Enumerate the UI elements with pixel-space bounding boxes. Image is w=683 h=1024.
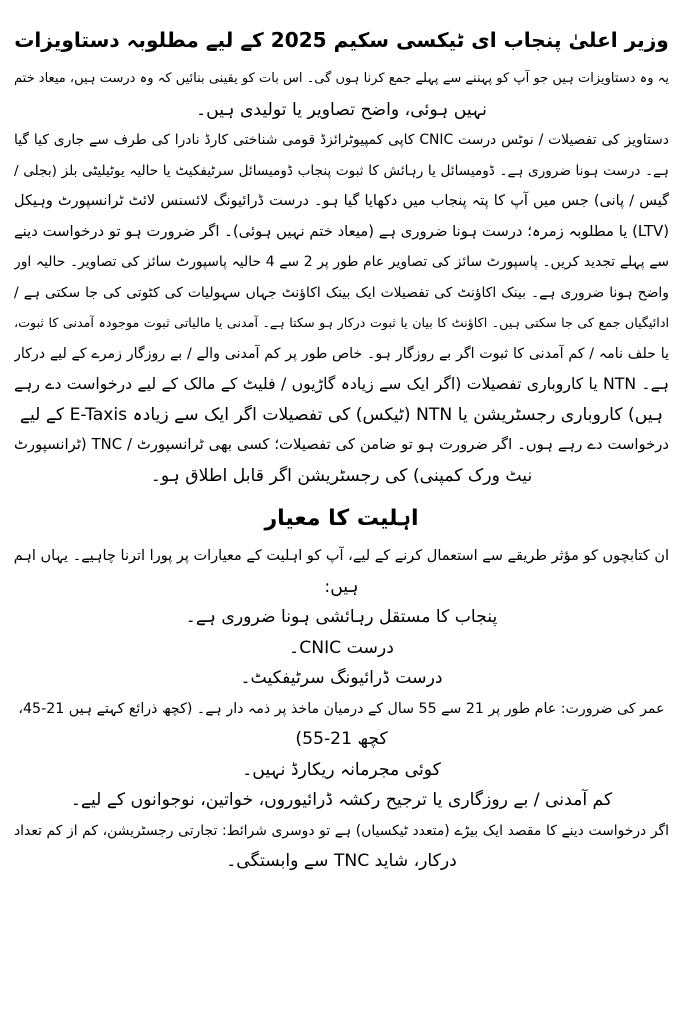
eligibility-intro-line: ہیں: [324, 576, 359, 597]
details-line: (LTV) یا مطلوبہ زمرہ؛ درست ہونا ضروری ہے (میعاد ختم نہیں ہوئی)۔ اگر ضرورت ہو تو درخواست دینے [14, 222, 669, 240]
intro-line: نہیں ہوئی، واضح تصاویر یا تولیدی ہیں۔ [196, 99, 487, 120]
details-line: دستاویز کی تفصیلات / نوٹس درست CNIC کاپی کمپیوٹرائزڈ قومی شناختی کارڈ نادرا کی طرف سے جاری کیا گیا [14, 132, 669, 148]
details-line: گیس / پانی) جس میں آپ کا پتہ پنجاب میں دکھایا گیا ہو۔ درست ڈرائیونگ لائسنس لائٹ ٹرانسپورٹ وہیکل [14, 193, 669, 209]
documents-details-paragraph [14, 125, 669, 491]
eligibility-item-priority [14, 785, 669, 816]
eligibility-list [14, 602, 669, 877]
details-line: یا حلف نامہ / کم آمدنی کا ثبوت اگر بے روزگار ہو۔ خاص طور پر کم آمدنی والے / بے روزگار زمرے کے لیے درکار [14, 345, 669, 362]
eligibility-item-cnic [14, 633, 669, 664]
details-line: سے پہلے تجدید کریں۔ پاسپورٹ سائز کی تصاویر عام طور پر 2 سے 4 حالیہ پاسپورٹ سائز کی تصاویر۔ حالیہ اور [14, 254, 669, 270]
details-line: ادائیگیاں جمع کی جا سکتی ہیں۔ اکاؤنٹ کا بیان یا ثبوت درکار ہو سکتا ہے۔ آمدنی یا مالیاتی ثبوت موجودہ آمدنی کا ثبوت، [14, 315, 669, 330]
intro-line: یہ وہ دستاویزات ہیں جو آپ کو پہننے سے پہلے جمع کرنا ہوں گی۔ اس بات کو یقینی بنائیں کہ وہ درست ہیں، میعاد ختم [14, 71, 669, 86]
eligibility-item-line: کم آمدنی / بے روزگاری یا ترجیح رکشہ ڈرائیوروں، خواتین، نوجوانوں کے لیے۔ [70, 790, 613, 810]
eligibility-item-criminal-record [14, 755, 669, 786]
eligibility-item-line: عمر کی ضرورت: عام طور پر 21 سے 55 سال کے درمیان ماخذ پر ذمہ دار ہے۔ (کچھ ذرائع کہتے ہیں 21-45، [18, 700, 665, 717]
eligibility-item-line: اگر درخواست دینے کا مقصد ایک بیڑے (متعدد ٹیکسیاں) ہے تو دوسری شرائط: تجارتی رجسٹریشن، کم از کم تعداد [14, 822, 669, 839]
details-line: نیٹ ورک کمپنی) کی رجسٹریشن اگر قابل اطلاق ہو۔ [150, 465, 533, 486]
eligibility-item-line: درکار، شاید TNC سے وابستگی۔ [226, 851, 457, 871]
eligibility-intro [14, 541, 669, 602]
details-line: درخواست دے رہے ہوں۔ اگر ضرورت ہو تو ضامن کی تفصیلات؛ کسی بھی ٹرانسپورٹ / TNC (ٹرانسپورٹ [14, 436, 669, 453]
eligibility-item-line: کوئی مجرمانہ ریکارڈ نہیں۔ [242, 759, 441, 780]
eligibility-item-line: درست CNIC۔ [289, 637, 394, 658]
details-line: ہے۔ NTN یا کاروباری تفصیلات (اگر ایک سے زیادہ گاڑیوں / فلیٹ کے مالک کے لیے درخواست دے رہے [14, 374, 669, 393]
eligibility-item-line: درست ڈرائیونگ سرٹیفکیٹ۔ [240, 668, 443, 688]
details-line: ہے۔ درست ہونا ضروری ہے۔ ڈومیسائل یا رہائش کا ثبوت پنجاب ڈومیسائل سرٹیفکیٹ یا حالیہ یوٹیلیٹی بلز (بجلی / [14, 162, 669, 179]
intro-paragraph [14, 64, 669, 125]
eligibility-intro-line: ان کتابچوں کو مؤثر طریقے سے استعمال کرنے کے لیے، آپ کو اہلیت کے معیارات پر پورا اترنا چاہیے۔ یہاں اہم [14, 548, 669, 564]
details-line: واضح ہونا ضروری ہے۔ بینک اکاؤنٹ کی تفصیلات ایک بینک اکاؤنٹ جہاں سہولیات کی کٹوتی کی جا سکتی ہے / [14, 284, 669, 301]
details-line: ہیں) کاروباری رجسٹریشن یا NTN (ٹیکس) کی تفصیلات اگر ایک سے زیادہ E-Taxis کے لیے [19, 404, 664, 425]
eligibility-item-residency [14, 602, 669, 633]
eligibility-item-line: پنجاب کا مستقل رہائشی ہونا ضروری ہے۔ [185, 607, 498, 627]
eligibility-item-fleet [14, 816, 669, 877]
eligibility-heading: اہلیت کا معیار [264, 506, 419, 531]
eligibility-item-line: کچھ 21-55) [295, 729, 388, 749]
eligibility-item-driving [14, 663, 669, 694]
document-title: وزیر اعلیٰ پنجاب ای ٹیکسی سکیم 2025 کے لیے مطلوبہ دستاویزات [14, 28, 669, 52]
eligibility-item-age [14, 694, 669, 755]
